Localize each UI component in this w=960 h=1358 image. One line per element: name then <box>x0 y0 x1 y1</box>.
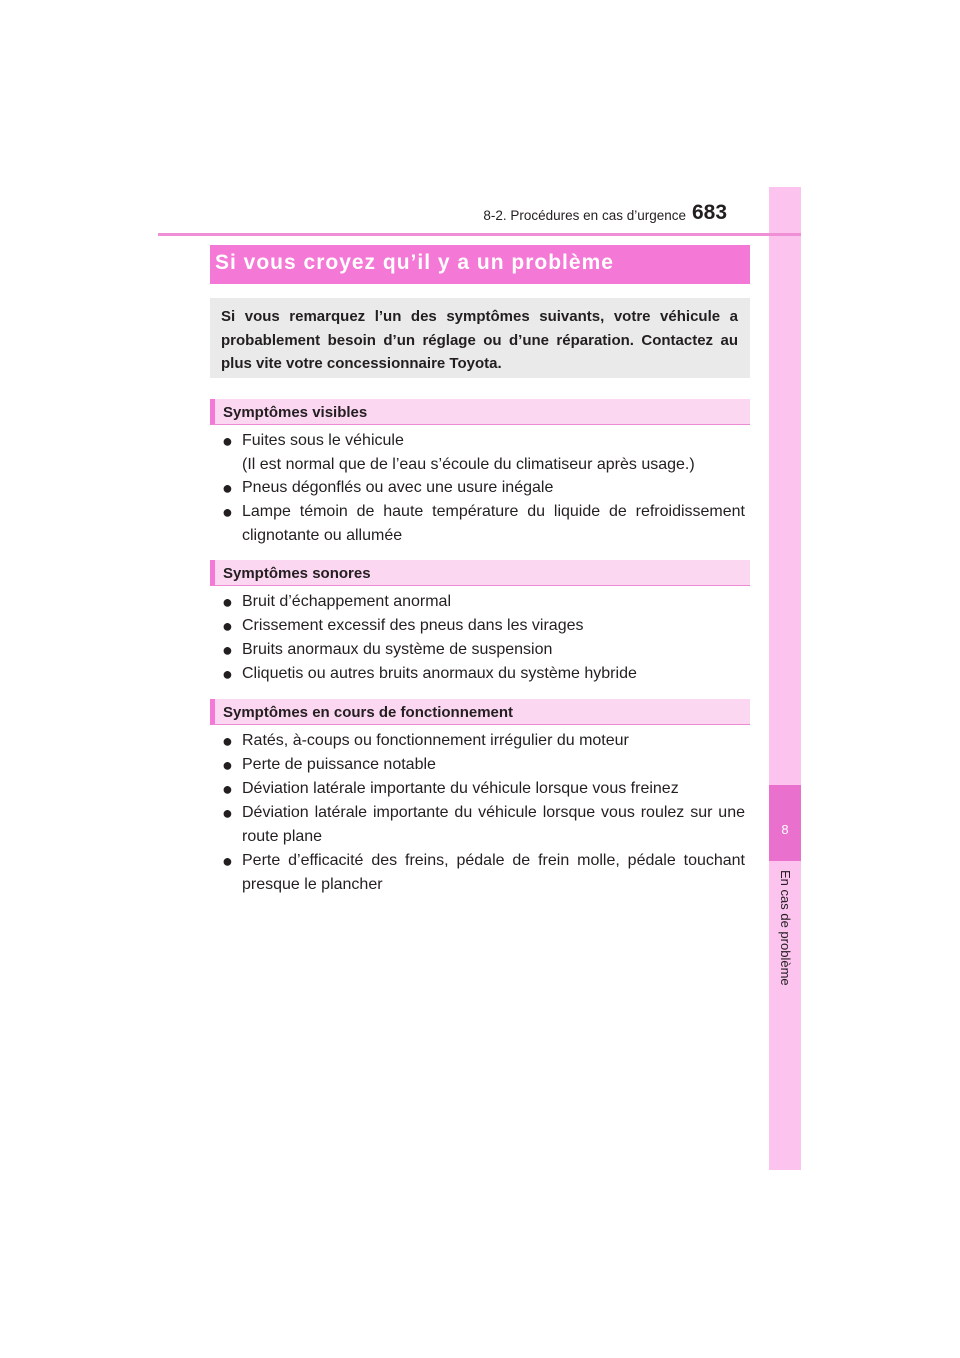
section-heading-sonores <box>210 560 750 586</box>
list-item: Ratés, à-coups ou fonctionnement irrégulier du moteur <box>242 732 629 749</box>
header-divider <box>158 233 801 236</box>
section-heading-label: Symptômes en cours de fonctionnement <box>223 704 514 721</box>
list-item: Bruits anormaux du système de suspension <box>242 641 553 658</box>
chapter-number: 8 <box>781 822 789 837</box>
chapter-label: En cas de problème <box>778 870 793 986</box>
list-item: Perte d’efficacité des freins, pédale de frein molle, pédale touchant presque le plancher <box>242 852 745 893</box>
list-item: Pneus dégonflés ou avec une usure inégale <box>242 479 554 496</box>
bullet-icon: ● <box>222 664 233 684</box>
bullet-icon: ● <box>222 616 233 636</box>
list-item-note: (Il est normal que de l’eau s’écoule du climatiseur après usage.) <box>242 455 695 473</box>
bullet-icon: ● <box>222 478 233 498</box>
bullet-icon: ● <box>222 731 233 751</box>
list-item: Lampe témoin de haute température du liquide de refroidissement clignotante ou allumée <box>242 503 745 544</box>
list-item: Bruit d’échappement anormal <box>242 593 452 610</box>
list-item: Perte de puissance notable <box>242 756 436 773</box>
bullet-icon: ● <box>222 640 233 660</box>
list-item-text: Fuites sous le véhicule <box>242 432 404 449</box>
section-heading-label: Symptômes sonores <box>223 565 371 582</box>
bullet-icon: ● <box>222 803 233 823</box>
list-item <box>242 429 745 476</box>
section-heading-fonctionnement <box>210 699 750 725</box>
chapter-side-tab <box>769 187 801 1170</box>
list-item: Déviation latérale importante du véhicule lorsque vous freinez <box>242 780 679 797</box>
page-title: Si vous croyez qu’il y a un problème <box>215 251 614 274</box>
bullet-icon: ● <box>222 592 233 612</box>
section-heading-visibles <box>210 399 750 425</box>
list-item: Crissement excessif des pneus dans les virages <box>242 617 584 634</box>
intro-text: Si vous remarquez l’un des symptômes suivants, votre véhicule a probablement besoin d’un réglage ou d’une réparation. Contactez au plus vite votre concessionnaire Toyota. <box>221 308 738 372</box>
bullet-icon: ● <box>222 779 233 799</box>
bullet-icon: ● <box>222 851 233 871</box>
running-header-section: 8-2. Procédures en cas d’urgence <box>483 208 686 223</box>
list-item: Déviation latérale importante du véhicule lorsque vous roulez sur une route plane <box>242 804 745 845</box>
list-item: Cliquetis ou autres bruits anormaux du système hybride <box>242 665 637 682</box>
bullet-icon: ● <box>222 755 233 775</box>
section-heading-label: Symptômes visibles <box>223 404 368 421</box>
bullet-icon: ● <box>222 431 233 451</box>
bullet-icon: ● <box>222 502 233 522</box>
page-number: 683 <box>692 201 728 224</box>
